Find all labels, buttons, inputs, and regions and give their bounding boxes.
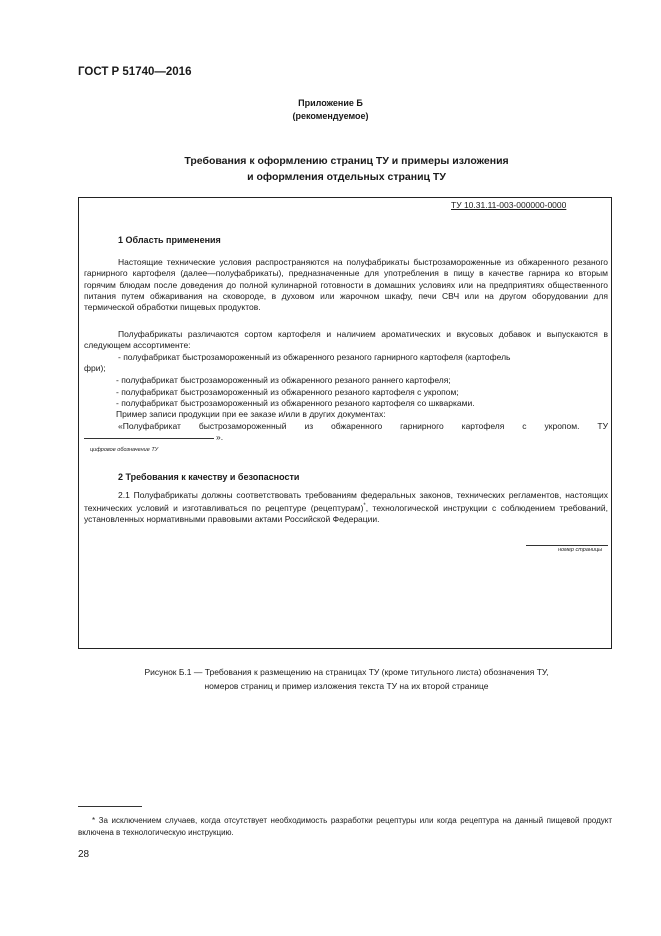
standard-designation: ГОСТ Р 51740—2016 <box>78 66 192 78</box>
section2-paragraph1-part2: , технологической инструкции с соблюдением требований, установленных нормативными правовыми актами Российской Федерации. <box>84 503 609 525</box>
digital-designation-note: цифровое обозначение ТУ <box>90 447 159 453</box>
example-end: ». <box>216 432 224 442</box>
figure-caption <box>0 665 661 693</box>
footnote: * За исключением случаев, когда отсутствует необходимость разработки рецептуры или когда рецептура на данный пищевой продукт включена в технологическую инструкцию. <box>78 816 612 837</box>
assortment-item-4: - полуфабрикат быстрозамороженный из обжаренного резаного картофеля со шкварками. <box>116 398 475 408</box>
assortment-item-2: - полуфабрикат быстрозамороженный из обжаренного резаного раннего картофеля; <box>116 375 451 385</box>
example-text: «Полуфабрикат быстрозамороженный из обжаренного гарнирного картофеля с укропом. ТУ <box>118 421 608 431</box>
example-intro: Пример записи продукции при ее заказе и/или в других документах: <box>116 409 386 419</box>
section2-paragraph1-part1: 2.1 Полуфабрикаты должны соответствовать требованиям федеральных законов, технических регламентов, настоящих технических условий и изготавливаться по рецептуре (рецептурам) <box>84 490 608 514</box>
page-number-line <box>526 545 608 546</box>
tu-designation: ТУ 10.31.11-003-000000-0000 <box>451 200 567 210</box>
section2-paragraph1 <box>84 490 608 526</box>
section1-paragraph1: Настоящие технические условия распространяются на полуфабрикаты быстрозамороженные из обжаренного резаного гарнирного картофеля (далее—полуфабрикаты), предназначенные для употребления в пищу в качестве гарнира ко вторым горячим блюдам после доведения до полной кулинарной готовности в домашних условиях или на предприятиях общественного питания путем обжаривания на сковороде, в духовом или жарочном шкафу, печи СВЧ или на другом оборудовании для термической обработки пищевых продуктов. <box>84 257 608 313</box>
figure-caption-line1: Рисунок Б.1 — Требования к размещению на страницах ТУ (кроме титульного листа) обозначения ТУ, <box>144 667 549 677</box>
section2-heading: 2 Требования к качеству и безопасности <box>118 472 300 482</box>
requirements-title <box>0 153 661 185</box>
annex-title: Приложение Б <box>298 98 363 108</box>
annex-status: (рекомендуемое) <box>292 111 369 121</box>
requirements-title-line2: и оформления отдельных страниц ТУ <box>247 171 446 183</box>
assortment-item-1: - полуфабрикат быстрозамороженный из обжаренного резаного гарнирного картофеля (картофель <box>118 352 511 362</box>
footnote-mark: * <box>363 503 366 510</box>
page-number-label: номер страницы <box>558 547 603 553</box>
section1-paragraph2: Полуфабрикаты различаются сортом картофеля и наличием ароматических и вкусовых добавок и выпускаются в следующем ассортименте: <box>84 329 608 351</box>
tu-number-blank <box>84 438 214 439</box>
section1-heading: 1 Область применения <box>118 235 221 245</box>
assortment-item-1-cont: фри); <box>84 363 106 373</box>
footnote-separator <box>78 806 142 807</box>
figure-caption-line2: номеров страниц и пример изложения текста ТУ на их второй странице <box>204 681 489 691</box>
page-number: 28 <box>78 849 90 860</box>
assortment-item-3: - полуфабрикат быстрозамороженный из обжаренного резаного картофеля с укропом; <box>116 387 459 397</box>
requirements-title-line1: Требования к оформлению страниц ТУ и примеры изложения <box>184 155 509 167</box>
